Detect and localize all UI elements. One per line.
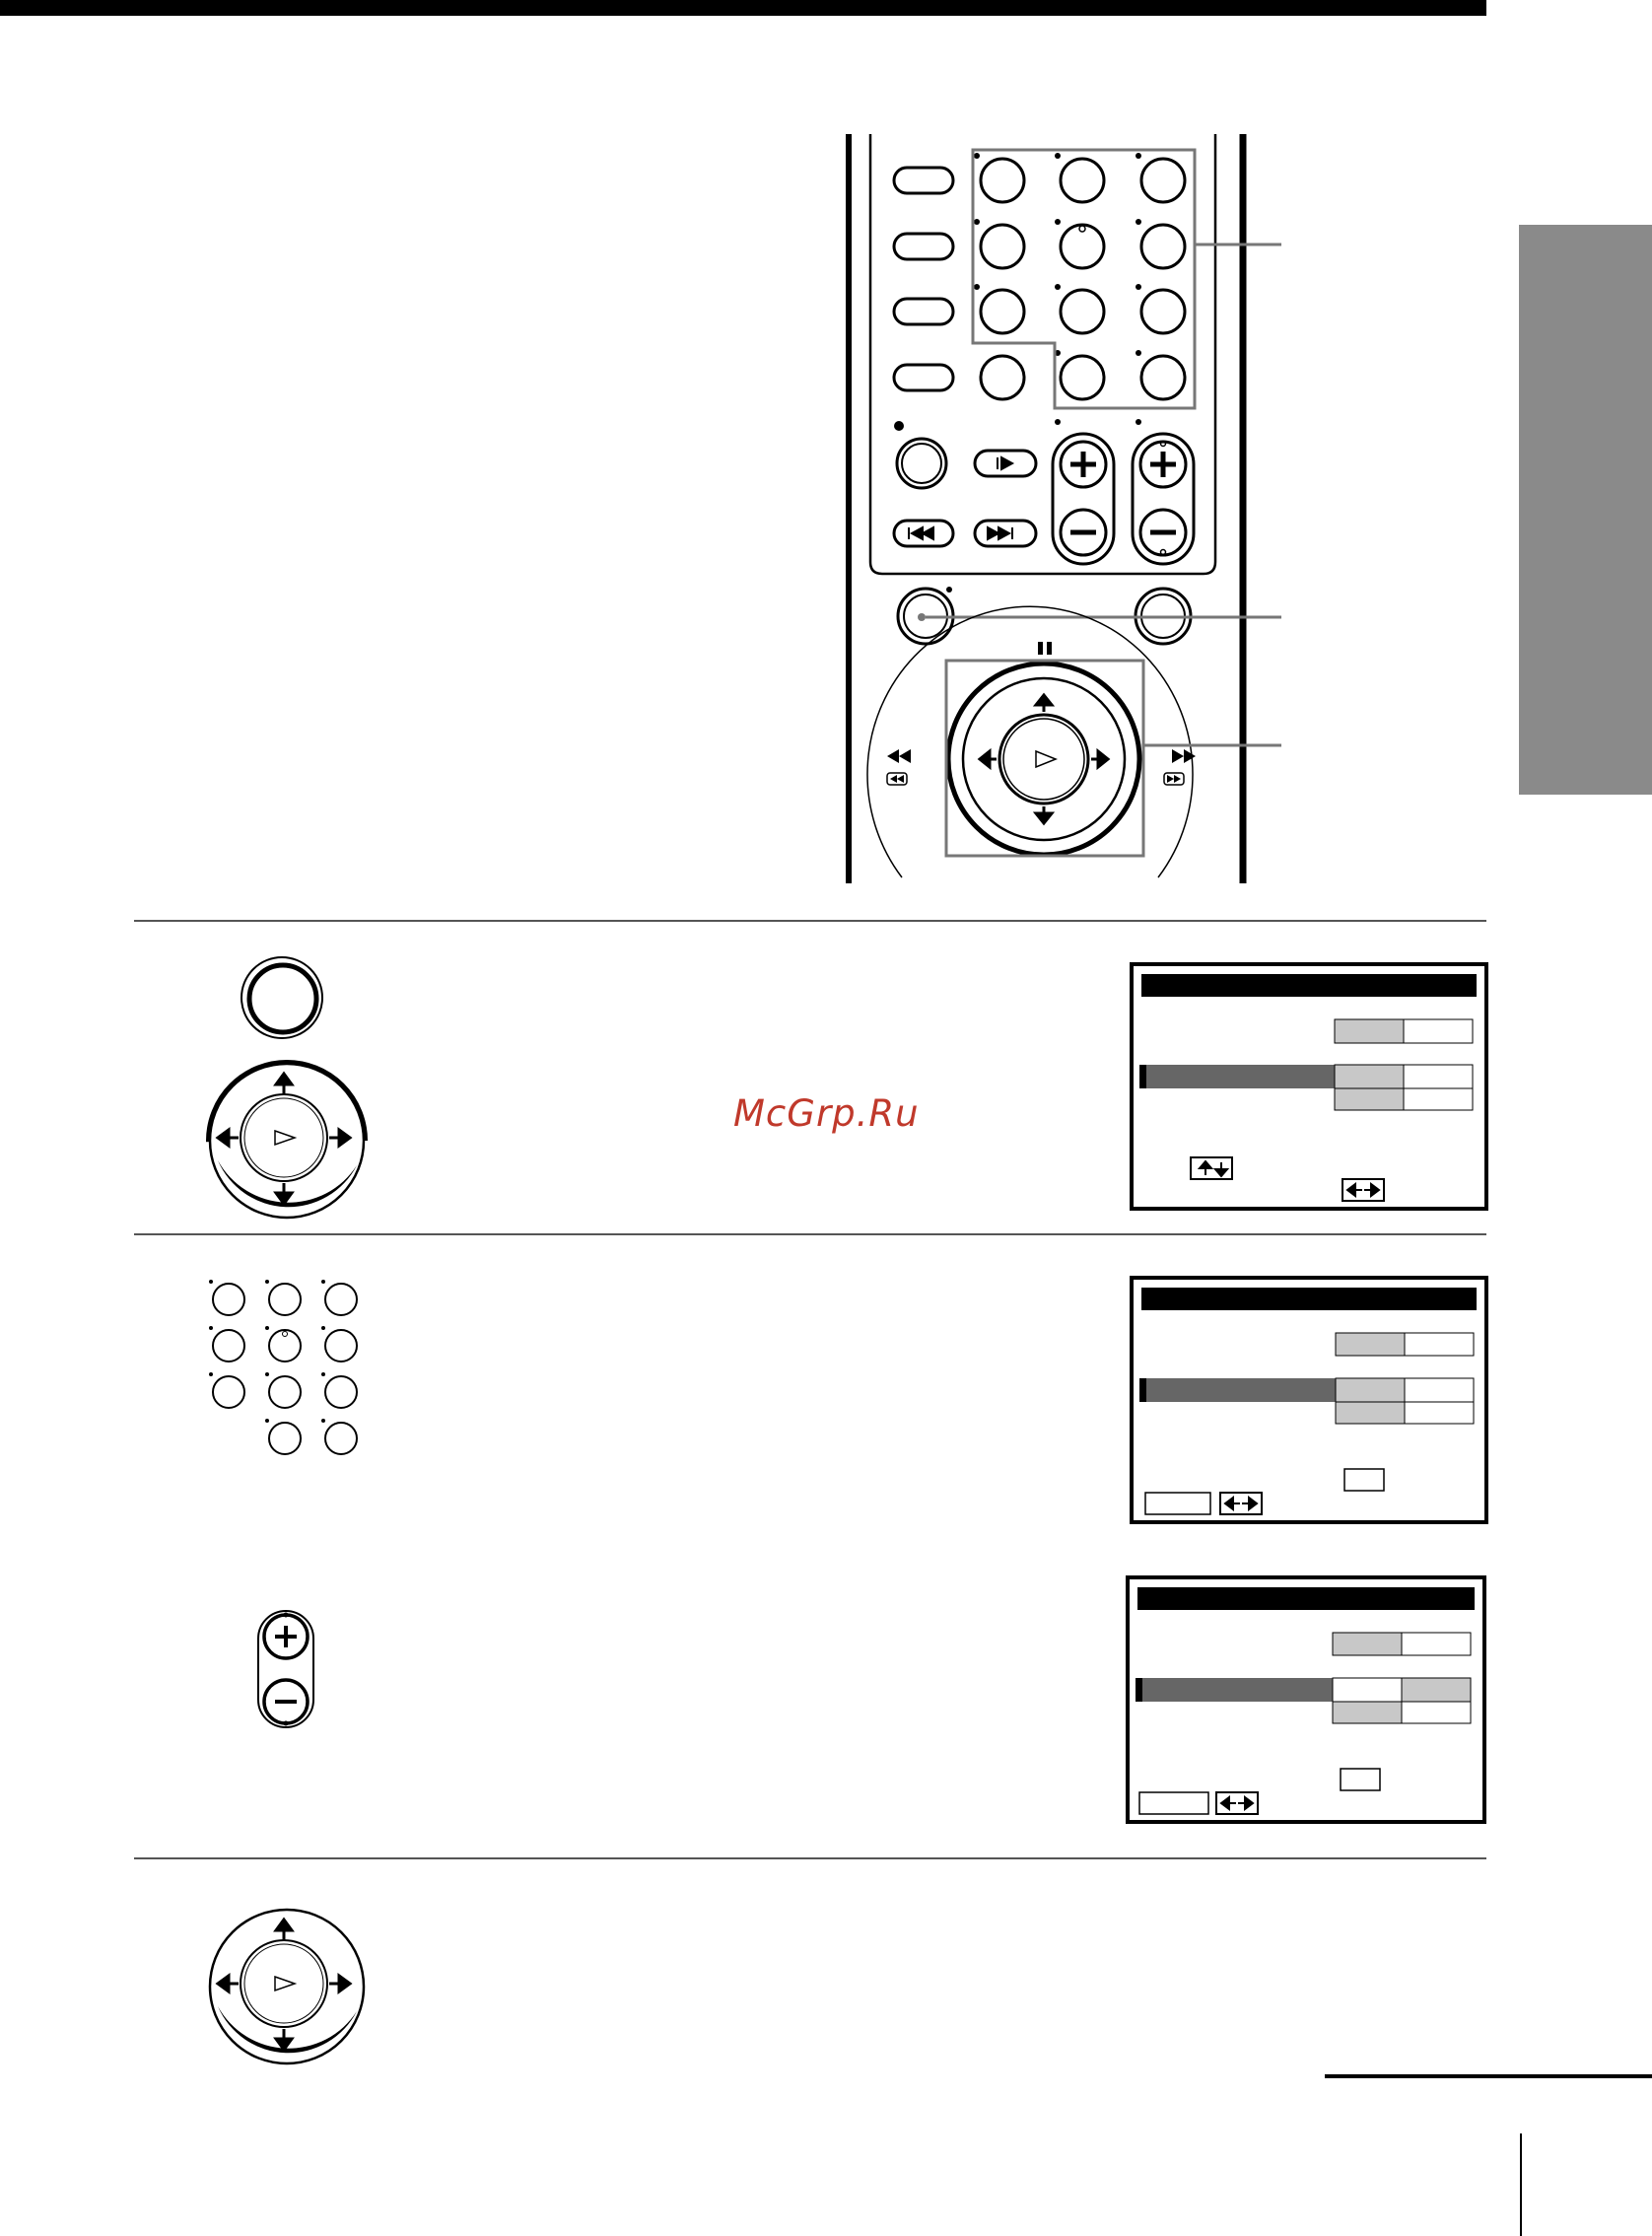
number-buttons xyxy=(981,159,1185,399)
section-tab xyxy=(1519,225,1652,795)
top-rule-bar xyxy=(0,0,1486,16)
section-divider xyxy=(134,920,1486,922)
plus-minus-buttons-icon xyxy=(254,1607,319,1731)
menu-screen-2 xyxy=(1130,1276,1488,1524)
watermark-text: McGrp.Ru xyxy=(733,1092,920,1135)
left-function-buttons xyxy=(894,168,953,390)
menu-screen-3 xyxy=(1126,1575,1486,1824)
menu-screen-1 xyxy=(1130,962,1488,1211)
joystick-arrows-icon xyxy=(201,1901,373,2072)
joystick-arrows-icon xyxy=(201,1055,373,1226)
section-divider xyxy=(134,1857,1486,1859)
remote-control-illustration xyxy=(843,128,1296,887)
page-margin-line xyxy=(1520,2133,1522,2236)
menu-button-icon xyxy=(237,952,327,1043)
bottom-rule xyxy=(1325,2074,1652,2078)
number-keypad-icon xyxy=(202,1272,370,1459)
section-divider xyxy=(134,1233,1486,1235)
